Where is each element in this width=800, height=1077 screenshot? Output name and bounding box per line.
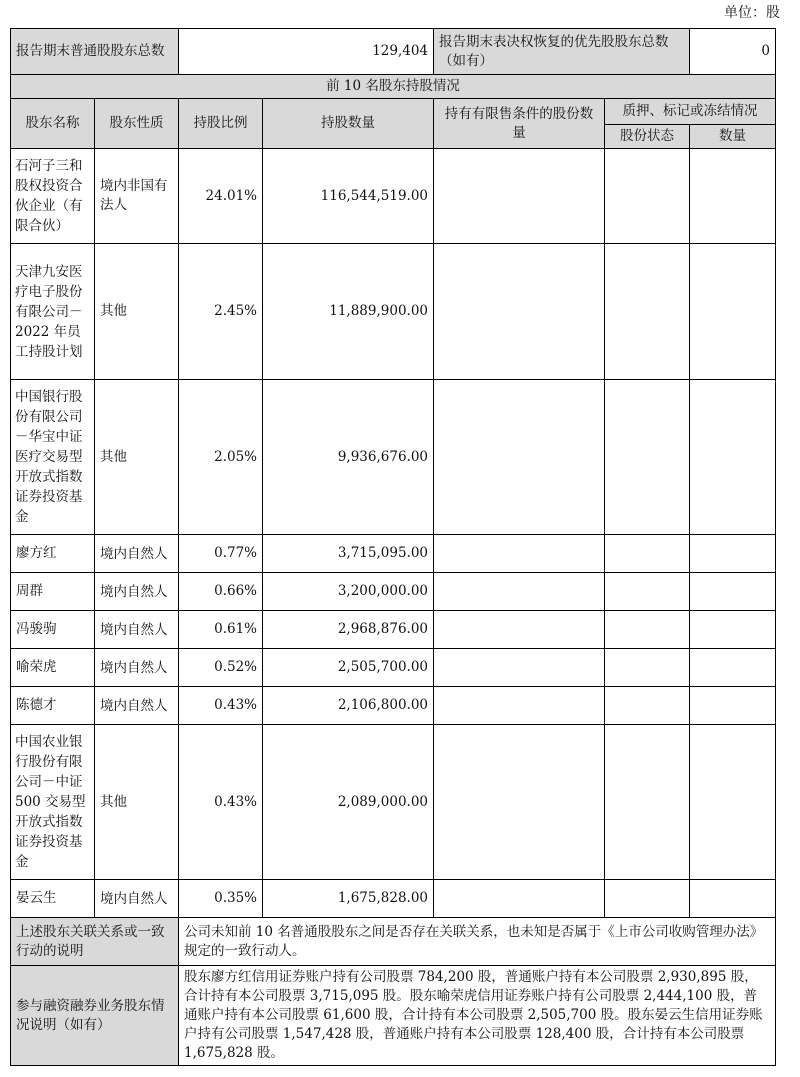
shareholder-ratio: 0.35% (179, 880, 263, 918)
header-restricted: 持有有限售条件的股份数量 (434, 99, 605, 149)
shareholder-ratio: 2.45% (179, 244, 263, 380)
table-row (11, 380, 776, 535)
shareholder-qty: 116,544,519.00 (263, 149, 434, 244)
total-common-holders-value: 129,404 (179, 29, 434, 75)
pledge-qty-cell (690, 649, 776, 687)
restricted-qty-cell (434, 380, 605, 535)
header-pledge: 质押、标记或冻结情况 (605, 99, 776, 125)
shareholder-name: 廖方红 (11, 535, 95, 573)
header-name: 股东名称 (11, 99, 95, 149)
shareholder-qty: 2,106,800.00 (263, 687, 434, 725)
pledge-status-cell (605, 880, 690, 918)
shareholder-qty: 1,675,828.00 (263, 880, 434, 918)
header-nature: 股东性质 (95, 99, 179, 149)
header-pledge-qty: 数量 (690, 125, 776, 149)
shareholder-ratio: 0.52% (179, 649, 263, 687)
pledge-qty-cell (690, 149, 776, 244)
restricted-qty-cell (434, 649, 605, 687)
shareholder-name: 中国银行股份有限公司－华宝中证医疗交易型开放式指数证券投资基金 (11, 380, 95, 535)
shareholder-nature: 境内非国有法人 (95, 149, 179, 244)
pledge-status-cell (605, 149, 690, 244)
restricted-qty-cell (434, 880, 605, 918)
restricted-qty-cell (434, 725, 605, 880)
shareholder-qty: 9,936,676.00 (263, 380, 434, 535)
shareholder-qty: 11,889,900.00 (263, 244, 434, 380)
shareholder-nature: 境内自然人 (95, 611, 179, 649)
shareholder-ratio: 0.77% (179, 535, 263, 573)
header-ratio: 持股比例 (179, 99, 263, 149)
margin-trading-label: 参与融资融券业务股东情况说明（如有） (11, 966, 179, 1066)
pledge-status-cell (605, 380, 690, 535)
shareholder-qty: 2,505,700.00 (263, 649, 434, 687)
shareholder-ratio: 0.66% (179, 573, 263, 611)
table-row (11, 687, 776, 725)
pledge-qty-cell (690, 880, 776, 918)
pledge-qty-cell (690, 725, 776, 880)
shareholder-qty: 3,715,095.00 (263, 535, 434, 573)
total-pref-holders-label: 报告期末表决权恢复的优先股股东总数（如有） (434, 29, 690, 75)
shareholder-nature: 其他 (95, 725, 179, 880)
shareholder-ratio: 0.43% (179, 725, 263, 880)
restricted-qty-cell (434, 244, 605, 380)
restricted-qty-cell (434, 149, 605, 244)
shareholder-ratio: 0.61% (179, 611, 263, 649)
shareholder-nature: 境内自然人 (95, 649, 179, 687)
shareholder-nature: 境内自然人 (95, 573, 179, 611)
shareholder-nature: 其他 (95, 244, 179, 380)
pledge-status-cell (605, 573, 690, 611)
total-common-holders-label: 报告期末普通股股东总数 (11, 29, 179, 75)
related-parties-label: 上述股东关联关系或一致行动的说明 (11, 918, 179, 966)
shareholder-ratio: 24.01% (179, 149, 263, 244)
shareholder-name: 天津九安医疗电子股份有限公司－2022 年员工持股计划 (11, 244, 95, 380)
table-row (11, 149, 776, 244)
related-parties-text: 公司未知前 10 名普通股股东之间是否存在关联关系，也未知是否属于《上市公司收购管理办法》规定的一致行动人。 (179, 918, 776, 966)
shareholder-qty: 3,200,000.00 (263, 573, 434, 611)
pledge-status-cell (605, 725, 690, 880)
total-pref-holders-value: 0 (690, 29, 776, 75)
table-row (11, 244, 776, 380)
table-row (11, 725, 776, 880)
section-title: 前 10 名股东持股情况 (11, 75, 776, 99)
shareholder-nature: 其他 (95, 380, 179, 535)
restricted-qty-cell (434, 687, 605, 725)
table-row (11, 880, 776, 918)
shareholder-qty: 2,968,876.00 (263, 611, 434, 649)
restricted-qty-cell (434, 611, 605, 649)
pledge-qty-cell (690, 244, 776, 380)
restricted-qty-cell (434, 535, 605, 573)
pledge-status-cell (605, 649, 690, 687)
shareholder-table (10, 28, 776, 1066)
shareholder-name: 周群 (11, 573, 95, 611)
shareholder-ratio: 0.43% (179, 687, 263, 725)
shareholder-ratio: 2.05% (179, 380, 263, 535)
shareholder-name: 晏云生 (11, 880, 95, 918)
table-row (11, 535, 776, 573)
shareholder-name: 喻荣虎 (11, 649, 95, 687)
pledge-qty-cell (690, 611, 776, 649)
pledge-qty-cell (690, 687, 776, 725)
shareholder-name: 冯骏驹 (11, 611, 95, 649)
shareholder-name: 陈德才 (11, 687, 95, 725)
pledge-qty-cell (690, 535, 776, 573)
header-qty: 持股数量 (263, 99, 434, 149)
table-row (11, 649, 776, 687)
pledge-qty-cell (690, 573, 776, 611)
pledge-status-cell (605, 244, 690, 380)
pledge-status-cell (605, 535, 690, 573)
header-pledge-status: 股份状态 (605, 125, 690, 149)
shareholder-nature: 境内自然人 (95, 880, 179, 918)
shareholder-nature: 境内自然人 (95, 535, 179, 573)
table-row (11, 611, 776, 649)
unit-label: 单位：股 (724, 5, 780, 21)
restricted-qty-cell (434, 573, 605, 611)
shareholder-qty: 2,089,000.00 (263, 725, 434, 880)
pledge-qty-cell (690, 380, 776, 535)
shareholder-name: 中国农业银行股份有限公司－中证 500 交易型开放式指数证券投资基金 (11, 725, 95, 880)
shareholder-name: 石河子三和股权投资合伙企业（有限合伙） (11, 149, 95, 244)
margin-trading-text: 股东廖方红信用证券账户持有公司股票 784,200 股，普通账户持有本公司股票 2,930,895 股，合计持有本公司股票 3,715,095 股。股东喻荣虎信用证券账户持有公司股票 2,444,100 股，普通账户持有本公司股票 61,600 股，合计持有本公司股票 2,505,700 股。股东晏云生信用证券账户持有公司股票 1,547,428 股，普通账户持有本公司股票 128,400 股，合计持有本公司股票 1,675,828 股。 (179, 966, 776, 1066)
shareholder-nature: 境内自然人 (95, 687, 179, 725)
pledge-status-cell (605, 687, 690, 725)
table-row (11, 573, 776, 611)
pledge-status-cell (605, 611, 690, 649)
